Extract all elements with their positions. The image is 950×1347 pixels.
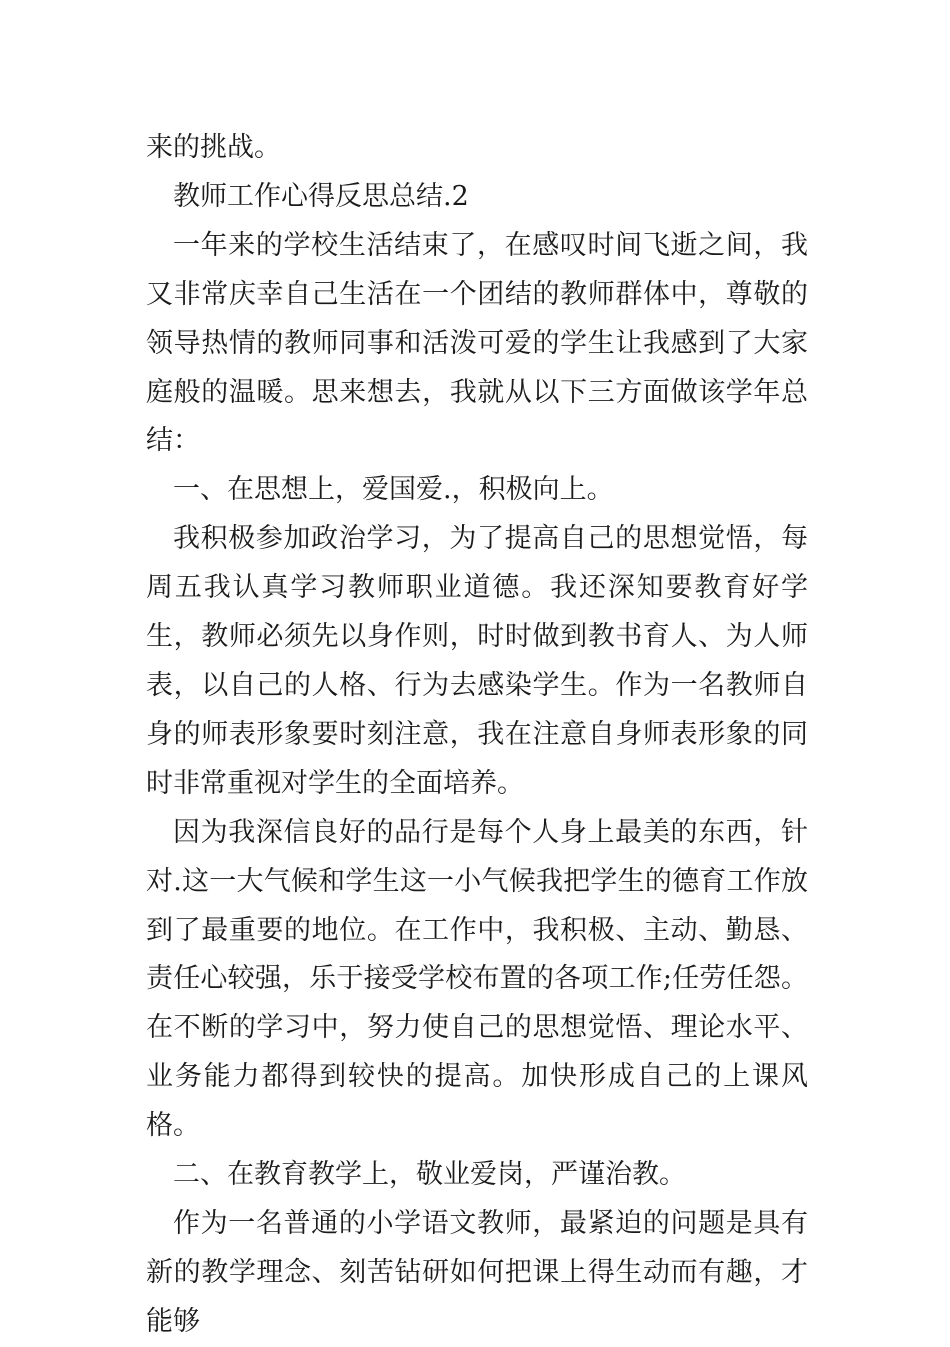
document-body bbox=[146, 124, 808, 1347]
section-heading-2: 教师工作心得反思总结.2 bbox=[173, 180, 469, 212]
paragraph-5: 我积极参加政治学习，为了提高自己的思想觉悟，每周五我认真学习教师职业道德。我还深知要教育好学生，教师必须先以身作则，时时做到教书育人、为人师表，以自己的人格、行为去感染学生。作为一名教师自身的师表形象要时刻注意，我在注意自身师表形象的同时非常重视对学生的全面培养。 bbox=[146, 523, 808, 799]
paragraph-8: 作为一名普通的小学语文教师，最紧迫的问题是具有新的教学理念、刻苦钻研如何把课上得生动而有趣，才能够 bbox=[146, 1207, 808, 1337]
section-heading-teaching: 二、在教育教学上，敬业爱岗，严谨治教。 bbox=[173, 1159, 686, 1191]
section-heading-thought: 一、在思想上，爱国爱.，积极向上。 bbox=[173, 474, 614, 506]
paragraph-3: 一年来的学校生活结束了，在感叹时间飞逝之间，我又非常庆幸自己生活在一个团结的教师群体中，尊敬的领导热情的教师同事和活泼可爱的学生让我感到了大家庭般的温暖。思来想去，我就从以下三方面做该学年总结： bbox=[146, 229, 808, 457]
paragraph-6: 因为我深信良好的品行是每个人身上最美的东西，针对.这一大气候和学生这一小气候我把学生的德育工作放到了最重要的地位。在工作中，我积极、主动、勤恳、责任心较强，乐于接受学校布置的各项工作;任劳任怨。在不断的学习中，努力使自己的思想觉悟、理论水平、业务能力都得到较快的提高。加快形成自己的上课风格。 bbox=[146, 816, 808, 1142]
paragraph-1: 来的挑战。 bbox=[146, 132, 281, 163]
